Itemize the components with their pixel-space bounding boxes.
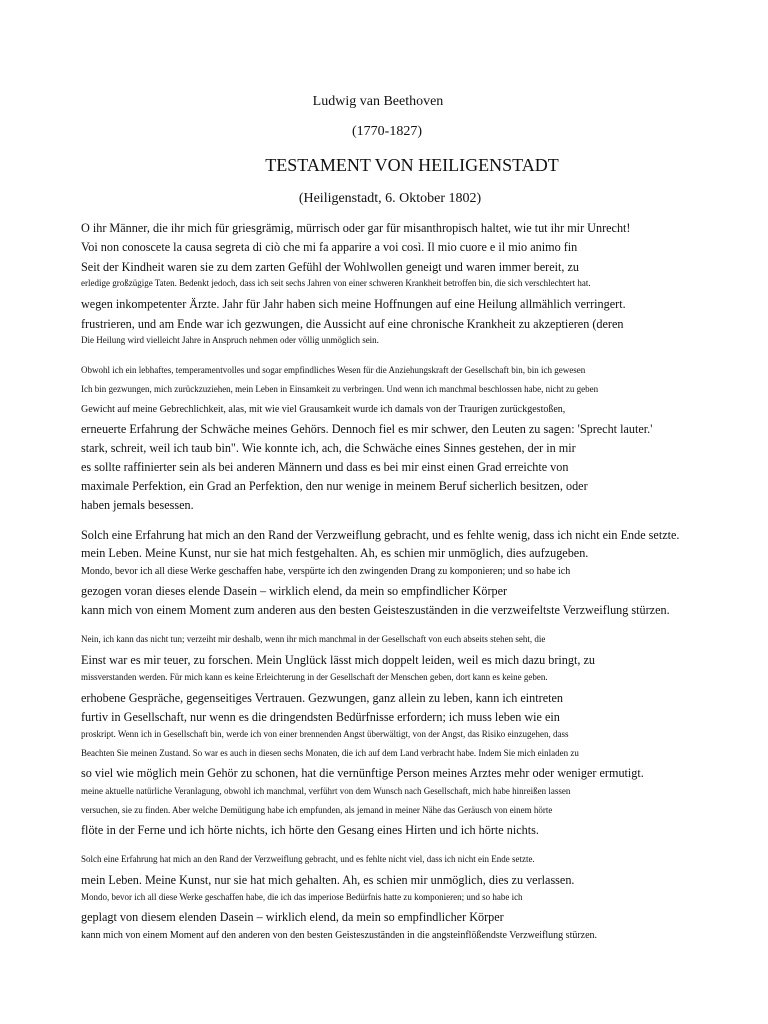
- paragraph-1-line: erledige großzügige Taten. Bedenkt jedoch, dass ich seit sechs Jahren von einer schweren Krankheit betroffen bin, die sich verschlechtert hat.: [81, 278, 591, 288]
- paragraph-3-line: mein Leben. Meine Kunst, nur sie hat mich festgehalten. Ah, es schien mir unmöglich, dies aufzugeben.: [81, 546, 589, 560]
- paragraph-1-line: O ihr Männer, die ihr mich für griesgrämig, mürrisch oder gar für misanthropisch haltet, wie tut ihr mir Unrecht!: [81, 221, 631, 235]
- paragraph-4-line: Nein, ich kann das nicht tun; verzeiht mir deshalb, wenn ihr mich manchmal in der Gesellschaft von euch abseits stehen seht, die: [81, 634, 546, 644]
- paragraph-5-line: Mondo, bevor ich all diese Werke geschaffen habe, die ich das imperiose Bedürfnis hatte zu komponieren; und so habe ich: [81, 892, 523, 902]
- paragraph-1-line: frustrieren, und am Ende war ich gezwungen, die Aussicht auf eine chronische Krankheit zu akzeptieren (deren: [81, 317, 624, 331]
- paragraph-3-line: Solch eine Erfahrung hat mich an den Rand der Verzweiflung gebracht, und es fehlte wenig, dass ich nicht ein Ende setzte.: [81, 528, 680, 542]
- paragraph-2-line: erneuerte Erfahrung der Schwäche meines Gehörs. Dennoch fiel es mir schwer, den Leuten zu sagen: 'Sprecht lauter.': [81, 422, 653, 436]
- paragraph-2-line: haben jemals besessen.: [81, 498, 194, 512]
- paragraph-4-line: furtiv in Gesellschaft, nur wenn es die dringendsten Bedürfnisse erfordern; ich muss leben wie ein: [81, 710, 560, 724]
- paragraph-3-line: Mondo, bevor ich all diese Werke geschaffen habe, verspürte ich den zwingenden Drang zu komponieren; und so habe ich: [81, 566, 571, 577]
- paragraph-4-line: so viel wie möglich mein Gehör zu schonen, hat die vernünftige Person meines Arztes mehr oder weniger ermutigt.: [81, 766, 644, 780]
- paragraph-5-line: kann mich von einem Moment auf den anderen von den besten Geisteszuständen in die angsteinflößendste Verzweiflung stürzen.: [81, 930, 598, 941]
- paragraph-5-line: geplagt von diesem elenden Dasein – wirklich elend, da mein so empfindlicher Körper: [81, 910, 504, 924]
- author-name: Ludwig van Beethoven: [312, 94, 444, 109]
- paragraph-5-line: mein Leben. Meine Kunst, nur sie hat mich gehalten. Ah, es schien mir unmöglich, dies zu verlassen.: [81, 873, 575, 887]
- paragraph-2-line: Gewicht auf meine Gebrechlichkeit, alas, mit wie viel Grausamkeit wurde ich damals von der Traurigen zurückgestoßen,: [81, 404, 566, 415]
- paragraph-2-line: maximale Perfektion, ein Grad an Perfektion, den nur wenige in meinem Beruf sicherlich besitzen, oder: [81, 479, 588, 493]
- paragraph-2-line: es sollte raffinierter sein als bei anderen Männern und dass es bei mir einst einen Grad erreichte von: [81, 460, 569, 474]
- paragraph-1-line: Die Heilung wird vielleicht Jahre in Anspruch nehmen oder völlig unmöglich sein.: [81, 335, 379, 345]
- paragraph-2-line: Ich bin gezwungen, mich zurückzuziehen, mein Leben in Einsamkeit zu verbringen. Und wenn ich manchmal beschlossen habe, nicht zu geben: [81, 384, 599, 394]
- paragraph-4-line: missverstanden werden. Für mich kann es keine Erleichterung in der Gesellschaft der Menschen geben, dort kann es keine geben.: [81, 672, 548, 682]
- paragraph-4-line: Beachten Sie meinen Zustand. So war es auch in diesen sechs Monaten, die ich auf dem Land verbracht habe. Indem Sie mich einladen zu: [81, 748, 579, 758]
- life-years: (1770-1827): [352, 124, 422, 139]
- paragraph-4-line: flöte in der Ferne und ich hörte nichts, ich hörte den Gesang eines Hirten und ich hörte nichts.: [81, 823, 539, 837]
- paragraph-3-line: gezogen voran dieses elende Dasein – wirklich elend, da mein so empfindlicher Körper: [81, 584, 508, 598]
- paragraph-5-line: Solch eine Erfahrung hat mich an den Rand der Verzweiflung gebracht, und es fehlte nicht viel, dass ich nicht ein Ende setzte.: [81, 854, 535, 864]
- paragraph-4-line: meine aktuelle natürliche Veranlagung, obwohl ich manchmal, verführt von dem Wunsch nach Gesellschaft, mich habe hinreißen lassen: [81, 786, 571, 796]
- paragraph-2-line: stark, schreit, weil ich taub bin". Wie konnte ich, ach, die Schwäche eines Sinnes gestehen, der in mir: [81, 441, 576, 455]
- place-date: (Heiligenstadt, 6. Oktober 1802): [298, 191, 482, 206]
- paragraph-1-line: Voi non conoscete la causa segreta di ciò che mi fa apparire a voi così. Il mio cuore e il mio animo fin: [81, 240, 578, 254]
- paragraph-1-line: Seit der Kindheit waren sie zu dem zarten Gefühl der Wohlwollen geneigt und waren immer bereit, zu: [81, 260, 579, 274]
- paragraph-4-line: versuchen, sie zu finden. Aber welche Demütigung habe ich empfunden, als jemand in meiner Nähe das Geräusch von einem hörte: [81, 805, 553, 815]
- document-title: TESTAMENT VON HEILIGENSTADT: [265, 155, 559, 175]
- paragraph-4-line: erhobene Gespräche, gegenseitiges Vertrauen. Gezwungen, ganz allein zu leben, kann ich eintreten: [81, 691, 563, 705]
- paragraph-1-line: wegen inkompetenter Ärzte. Jahr für Jahr haben sich meine Hoffnungen auf eine Heilung allmählich verringert.: [81, 297, 626, 311]
- paragraph-4-line: Einst war es mir teuer, zu forschen. Mein Unglück lässt mich doppelt leiden, weil es mich dazu bringt, zu: [81, 653, 595, 667]
- paragraph-2-line: Obwohl ich ein lebhaftes, temperamentvolles und sogar empfindliches Wesen für die Anziehungskraft der Gesellschaft bin, bin ich gewesen: [81, 365, 586, 375]
- paragraph-3-line: kann mich von einem Moment zum anderen aus den besten Geisteszuständen in die verzweifeltste Verzweiflung stürzen.: [81, 603, 670, 617]
- paragraph-4-line: proskript. Wenn ich in Gesellschaft bin, werde ich von einer brennenden Angst überwältigt, von der Angst, das Risiko einzugehen, dass: [81, 729, 569, 739]
